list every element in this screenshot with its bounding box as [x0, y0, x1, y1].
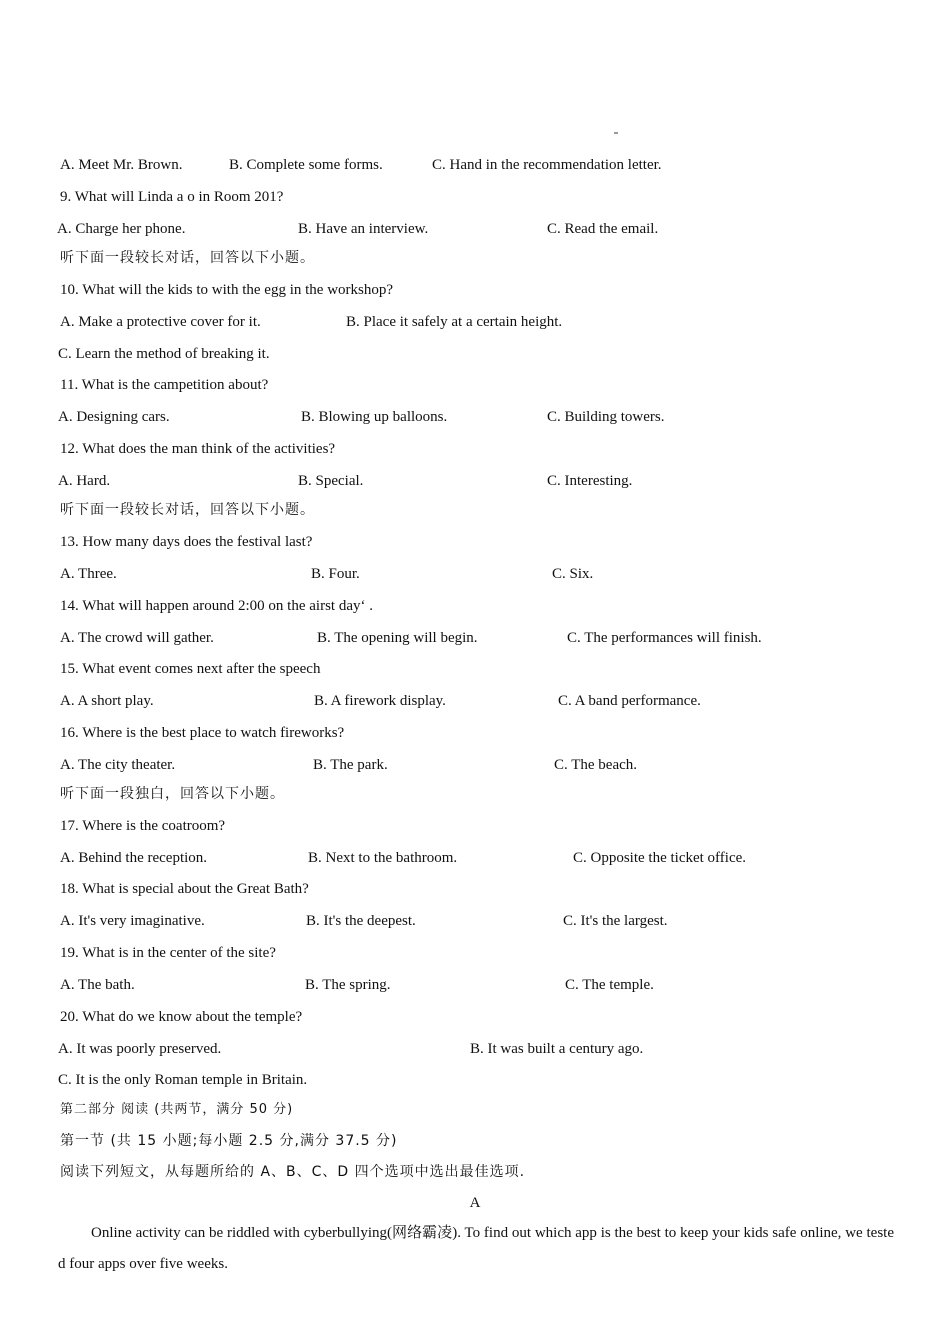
q10-question: 10. What will the kids to with the egg in the workshop?	[60, 282, 394, 298]
q11-option-c: C. Building towers.	[547, 409, 665, 425]
q13-option-b: B. Four.	[311, 566, 360, 582]
q18-option-a: A. It's very imaginative.	[60, 913, 205, 929]
section1-header: 第一节 (共 15 小题;每小题 2.5 分,满分 37.5 分)	[60, 1133, 398, 1149]
q16-option-a: A. The city theater.	[60, 757, 176, 773]
q14-option-c: C. The performances will finish.	[567, 630, 762, 646]
q17-option-b: B. Next to the bathroom.	[308, 850, 458, 866]
q9-option-b: B. Have an interview.	[298, 221, 429, 237]
q16-option-c: C. The beach.	[554, 757, 638, 773]
q16-question: 16. Where is the best place to watch fireworks?	[60, 725, 345, 741]
scan-mark	[614, 132, 618, 134]
q17-question: 17. Where is the coatroom?	[60, 818, 226, 834]
q8-option-a: A. Meet Mr. Brown.	[60, 157, 183, 173]
q19-option-a: A. The bath.	[60, 977, 135, 993]
q8-option-c: C. Hand in the recommendation letter.	[432, 157, 662, 173]
q19-option-c: C. The temple.	[565, 977, 654, 993]
q20-question: 20. What do we know about the temple?	[60, 1009, 303, 1025]
q13-option-c: C. Six.	[552, 566, 594, 582]
q17-option-a: A. Behind the reception.	[60, 850, 208, 866]
q10-option-a: A. Make a protective cover for it.	[60, 314, 261, 330]
q10-option-c: C. Learn the method of breaking it.	[58, 346, 270, 362]
reading-instruction: 阅读下列短文，从每题所给的 A、B、C、D 四个选项中选出最佳选项.	[60, 1164, 526, 1180]
q20-option-a: A. It was poorly preserved.	[58, 1041, 222, 1057]
q19-question: 19. What is in the center of the site?	[60, 945, 276, 961]
passage-label: A	[469, 1195, 481, 1211]
q20-option-c: C. It is the only Roman temple in Britain.	[58, 1072, 308, 1088]
instruction-long-dialogue: 听下面一段较长对话，回答以下小题。	[60, 250, 315, 266]
q11-option-a: A. Designing cars.	[58, 409, 170, 425]
q14-option-a: A. The crowd will gather.	[60, 630, 214, 646]
q15-question: 15. What event comes next after the speech	[60, 661, 321, 677]
q18-question: 18. What is special about the Great Bath?	[60, 881, 309, 897]
q9-option-a: A. Charge her phone.	[57, 221, 186, 237]
instruction-long-dialogue: 听下面一段较长对话，回答以下小题。	[60, 502, 315, 518]
q13-option-a: A. Three.	[60, 566, 117, 582]
q15-option-a: A. A short play.	[60, 693, 154, 709]
q12-option-c: C. Interesting.	[547, 473, 633, 489]
q13-question: 13. How many days does the festival last?	[60, 534, 313, 550]
q18-option-c: C. It's the largest.	[563, 913, 668, 929]
q9-option-c: C. Read the email.	[547, 221, 659, 237]
q12-option-a: A. Hard.	[58, 473, 111, 489]
instruction-monologue: 听下面一段独白，回答以下小题。	[60, 786, 285, 802]
passage-paragraph: Online activity can be riddled with cyberbullying(网络霸凌). To find out which app is the best to keep your kids safe online, we tested four apps over five weeks.	[58, 1225, 894, 1272]
q11-question: 11. What is the campetition about?	[60, 377, 269, 393]
q20-option-b: B. It was built a century ago.	[470, 1041, 644, 1057]
q12-question: 12. What does the man think of the activities?	[60, 441, 336, 457]
q10-option-b: B. Place it safely at a certain height.	[346, 314, 563, 330]
q12-option-b: B. Special.	[298, 473, 364, 489]
q16-option-b: B. The park.	[313, 757, 388, 773]
part2-header: 第二部分 阅读 (共两节，满分 50 分)	[60, 1102, 294, 1117]
q8-option-b: B. Complete some forms.	[229, 157, 383, 173]
q15-option-b: B. A firework display.	[314, 693, 446, 709]
q17-option-c: C. Opposite the ticket office.	[573, 850, 747, 866]
q11-option-b: B. Blowing up balloons.	[301, 409, 448, 425]
q18-option-b: B. It's the deepest.	[306, 913, 416, 929]
q9-question: 9. What will Linda a o in Room 201?	[60, 189, 284, 205]
q14-question: 14. What will happen around 2:00 on the airst day‘ .	[60, 598, 373, 614]
q15-option-c: C. A band performance.	[558, 693, 701, 709]
q14-option-b: B. The opening will begin.	[317, 630, 478, 646]
q19-option-b: B. The spring.	[305, 977, 391, 993]
